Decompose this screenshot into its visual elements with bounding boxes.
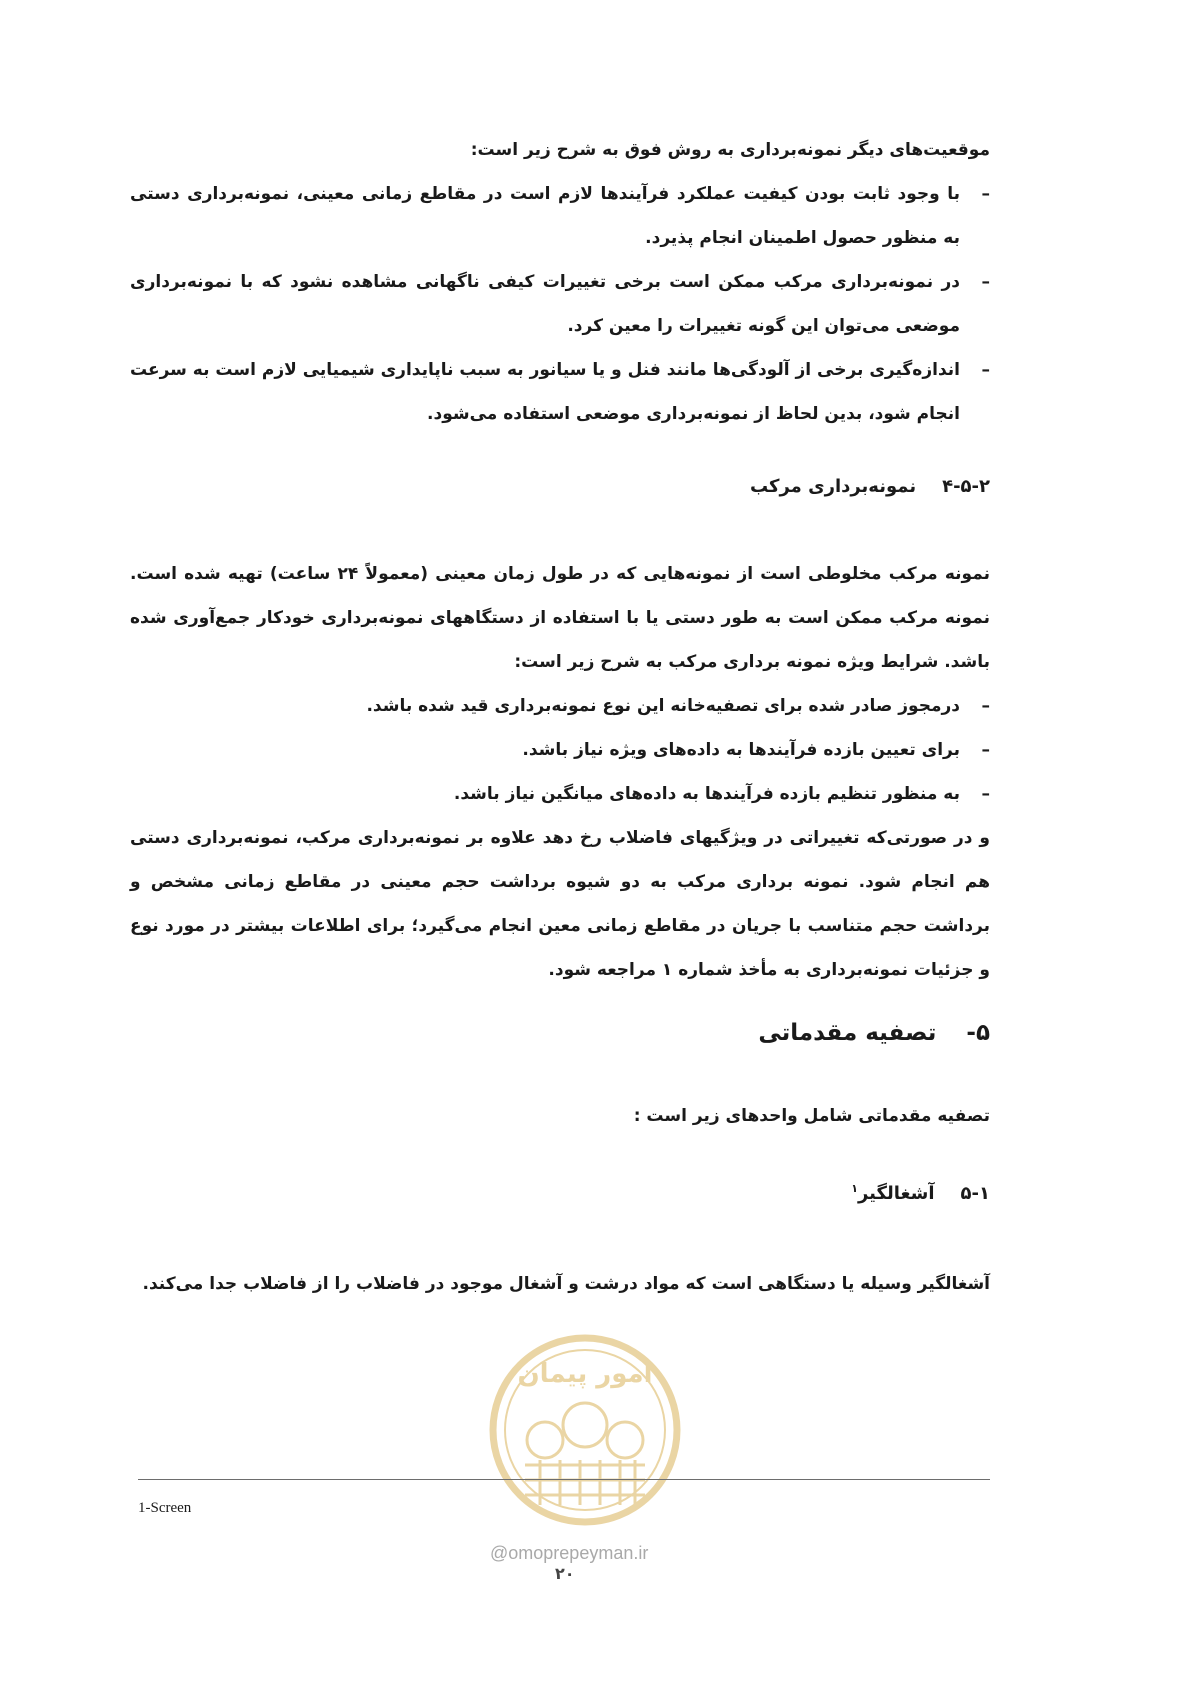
section-title: نمونه‌برداری مرکب xyxy=(749,476,917,497)
section-title: تصفیه مقدماتی xyxy=(758,1020,937,1046)
section-closing: و در صورتی‌که تغییراتی در ویژگیهای فاضلاب رخ دهد علاوه بر نمونه‌برداری مرکب، نمونه‌برداری دستی هم انجام شود. نمونه برداری مرکب به دو شیوه برداشت حجم معینی در مقاطع زمانی مشخص و برداشت حجم متناسب با جریان در مقاطع زمانی معین انجام می‌گیرد؛ برای اطلاعات بیشتر در مورد نوع و جزئیات نمونه‌برداری به مأخذ شماره ۱ مراجعه شود. xyxy=(130,828,990,980)
section-number: ۵- xyxy=(966,1020,990,1046)
intro-lead: موقعیت‌های دیگر نمونه‌برداری به روش فوق به شرح زیر است: xyxy=(470,140,990,160)
section-number: ۵-۱ xyxy=(960,1183,990,1204)
list-item xyxy=(130,260,990,348)
section-title: آشغالگیر xyxy=(857,1183,935,1204)
page-number: ۲۰ xyxy=(555,1564,575,1583)
intro-block xyxy=(130,128,990,436)
section-paragraph: نمونه مرکب مخلوطی است از نمونه‌هایی که در طول زمان معینی (معمولاً ۲۴ ساعت) تهیه شده است. نمونه مرکب ممکن است به طور دستی یا با استفاده از دستگاههای نمونه‌برداری خودکار جمع‌آوری شده باشد. شرایط ویژه نمونه برداری مرکب به شرح زیر است: xyxy=(130,564,990,672)
section-5-intro xyxy=(130,1094,990,1138)
bullet-dash: – xyxy=(981,740,990,760)
footnote-marker: ۱ xyxy=(851,1182,858,1195)
footnote: 1-Screen xyxy=(138,1500,192,1516)
bullet-dash: – xyxy=(981,784,990,804)
bullet-text: برای تعیین بازده فرآیندها به داده‌های ویژه نیاز باشد. xyxy=(522,740,960,760)
footnote-divider xyxy=(138,1479,990,1480)
section-number: ۴-۵-۲ xyxy=(942,476,990,497)
section-heading-4-5-2 xyxy=(750,476,990,497)
list-item xyxy=(130,348,990,436)
bullet-text: درمجوز صادر شده برای تصفیه‌خانه این نوع نمونه‌برداری قید شده باشد. xyxy=(366,696,960,716)
list-item xyxy=(130,172,990,260)
watermark-url: @omoprepeyman.ir xyxy=(490,1543,649,1563)
section-heading-5 xyxy=(758,1020,990,1046)
section-heading-5-1 xyxy=(851,1182,990,1204)
list-item xyxy=(130,728,990,772)
list-item xyxy=(130,684,990,728)
section-4-5-2-body xyxy=(130,552,990,992)
bullet-text: اندازه‌گیری برخی از آلودگی‌ها مانند فنل و یا سیانور به سبب ناپایداری شیمیایی لازم است به سرعت انجام شود، بدین لحاظ از نمونه‌برداری موضعی استفاده می‌شود. xyxy=(129,360,960,424)
bullet-text: به منظور تنظیم بازده فرآیندها به داده‌های میانگین نیاز باشد. xyxy=(453,784,960,804)
bullet-dash: – xyxy=(981,360,990,380)
bullet-dash: – xyxy=(981,184,990,204)
watermark-logo xyxy=(485,1330,685,1530)
section-5-1-body xyxy=(130,1262,990,1306)
section-paragraph: آشغالگیر وسیله یا دستگاهی است که مواد درشت و آشغال موجود در فاضلاب را از فاضلاب جدا می‌کند. xyxy=(142,1274,990,1294)
bullet-dash: – xyxy=(981,696,990,716)
watermark-text: امور پیمان xyxy=(517,1359,653,1389)
bullet-text: در نمونه‌برداری مرکب ممکن است برخی تغییرات کیفی ناگهانی مشاهده نشود که با نمونه‌برداری موضعی می‌توان این گونه تغییرات را معین کرد. xyxy=(130,272,960,336)
section-intro: تصفیه مقدماتی شامل واحدهای زیر است : xyxy=(633,1106,990,1126)
bullet-dash: – xyxy=(981,272,990,292)
bullet-text: با وجود ثابت بودن کیفیت عملکرد فرآیندها لازم است در مقاطع زمانی معینی، نمونه‌برداری دستی به منظور حصول اطمینان انجام پذیرد. xyxy=(130,184,960,248)
list-item xyxy=(130,772,990,816)
